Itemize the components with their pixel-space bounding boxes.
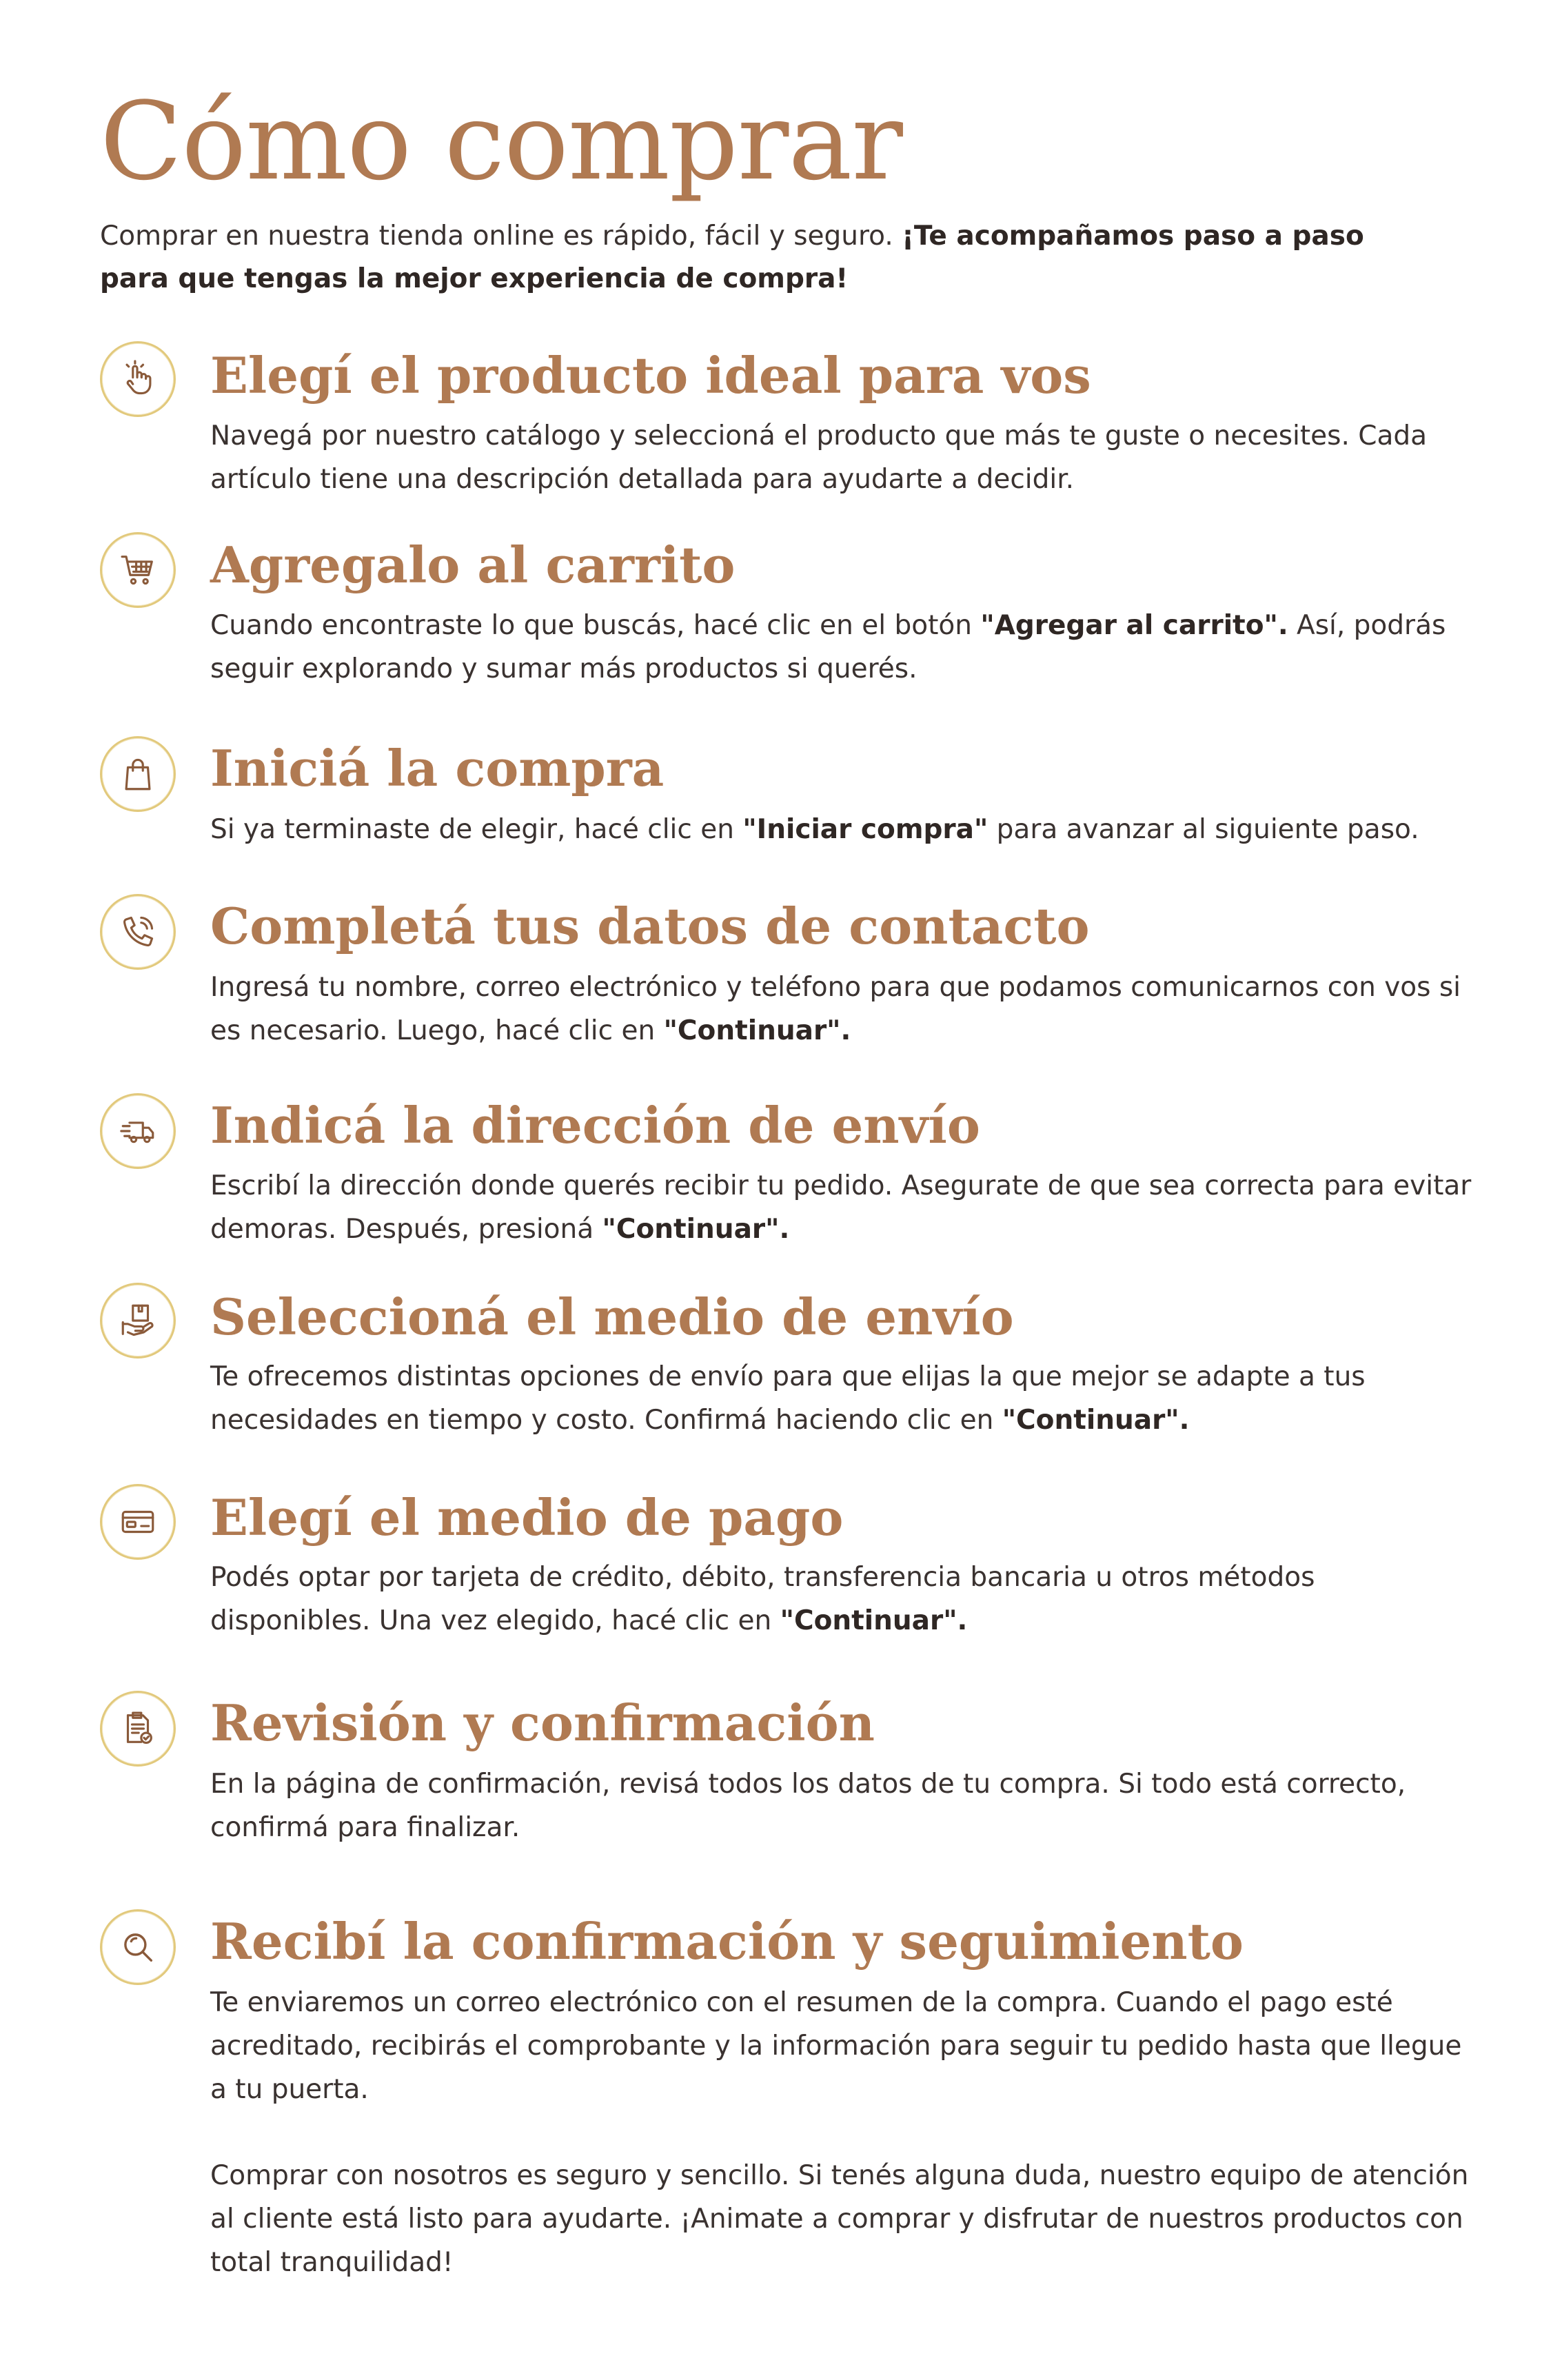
closing-paragraph: Comprar con nosotros es seguro y sencillo. Si tenés alguna duda, nuestro equipo de atención al cliente está listo para ayudarte. ¡Animate a comprar y disfrutar de nuestros productos con total tranquilidad! [210, 2160, 1469, 2278]
step-description [210, 966, 1472, 1052]
shopping-cart-icon [100, 532, 176, 608]
step-description-bold: "Continuar". [663, 1015, 851, 1046]
step-title: Elegí el producto ideal para vos [210, 346, 1091, 405]
step-description [210, 808, 1472, 851]
step-title: Indicá la dirección de envío [210, 1096, 980, 1155]
intro-paragraph [100, 215, 1410, 301]
step-description [210, 1164, 1472, 1251]
step-title: Seleccioná el medio de envío [210, 1288, 1014, 1346]
package-hand-icon [100, 1283, 176, 1359]
step-description-text: En la página de confirmación, revisá todos los datos de tu compra. Si todo está correcto, confirmá para finalizar. [210, 1769, 1406, 1843]
page-title: Cómo comprar [100, 79, 902, 204]
step-title: Recibí la confirmación y seguimiento [210, 1912, 1244, 1971]
step-title: Elegí el medio de pago [210, 1488, 844, 1547]
step-description-bold: "Continuar". [780, 1605, 968, 1636]
step-title: Revisión y confirmación [210, 1694, 875, 1752]
shopping-bag-icon [100, 736, 176, 812]
step-description-bold: "Iniciar compra" [742, 814, 989, 845]
step-description-bold: "Agregar al carrito". [980, 610, 1288, 641]
step-title: Completá tus datos de contacto [210, 897, 1090, 955]
step-description-text: Ingresá tu nombre, correo electrónico y teléfono para que podamos comunicarnos con vos si es necesario. Luego, hacé clic en [210, 972, 1461, 1046]
step-description-text: Escribí la dirección donde querés recibir tu pedido. Asegurate de que sea correcta para evitar demoras. Después, presioná [210, 1170, 1472, 1245]
step-description-bold: "Continuar". [602, 1214, 790, 1245]
step-description [210, 1762, 1472, 1849]
step-description-text: Navegá por nuestro catálogo y seleccioná el producto que más te guste o necesites. Cada artículo tiene una descripción detallada para ayudarte a decidir. [210, 420, 1428, 495]
step-description-bold: "Continuar". [1002, 1405, 1190, 1436]
step-description-text: Te enviaremos un correo electrónico con el resumen de la compra. Cuando el pago esté acreditado, recibirás el comprobante y la información para seguir tu pedido hasta que llegue a tu puerta. [210, 1987, 1462, 2105]
step-description [210, 1355, 1472, 1442]
step-description-text: Si ya terminaste de elegir, hacé clic en [210, 814, 743, 845]
step-description [210, 1556, 1472, 1642]
magnifier-icon [100, 1909, 176, 1985]
step-description [210, 1981, 1472, 2111]
step-description-text: Te ofrecemos distintas opciones de envío para que elijas la que mejor se adapte a tus necesidades en tiempo y costo. Confirmá haciendo clic en [210, 1361, 1366, 1436]
delivery-truck-icon [100, 1093, 176, 1169]
intro-text: Comprar en nuestra tienda online es rápido, fácil y seguro. [100, 221, 893, 252]
step-description-text-end: para avanzar al siguiente paso. [988, 814, 1419, 845]
pointer-hand-icon [100, 341, 176, 417]
step-description-text-end: Así, podrás seguir explorando y sumar más productos si querés. [210, 610, 1446, 684]
step-description-text: Podés optar por tarjeta de crédito, débito, transferencia bancaria u otros métodos disponibles. Una vez elegido, hacé clic en [210, 1562, 1315, 1636]
phone-icon [100, 894, 176, 970]
step-description-text: Cuando encontraste lo que buscás, hacé clic en el botón [210, 610, 981, 641]
step-description [210, 414, 1472, 501]
step-title: Agregalo al carrito [210, 536, 736, 594]
credit-card-icon [100, 1484, 176, 1560]
document-check-icon [100, 1691, 176, 1767]
intro-bold-text: ¡Te acompañamos paso a paso para que tengas la mejor experiencia de compra! [100, 221, 1364, 294]
step-description [210, 604, 1472, 691]
step-title: Iniciá la compra [210, 739, 665, 797]
